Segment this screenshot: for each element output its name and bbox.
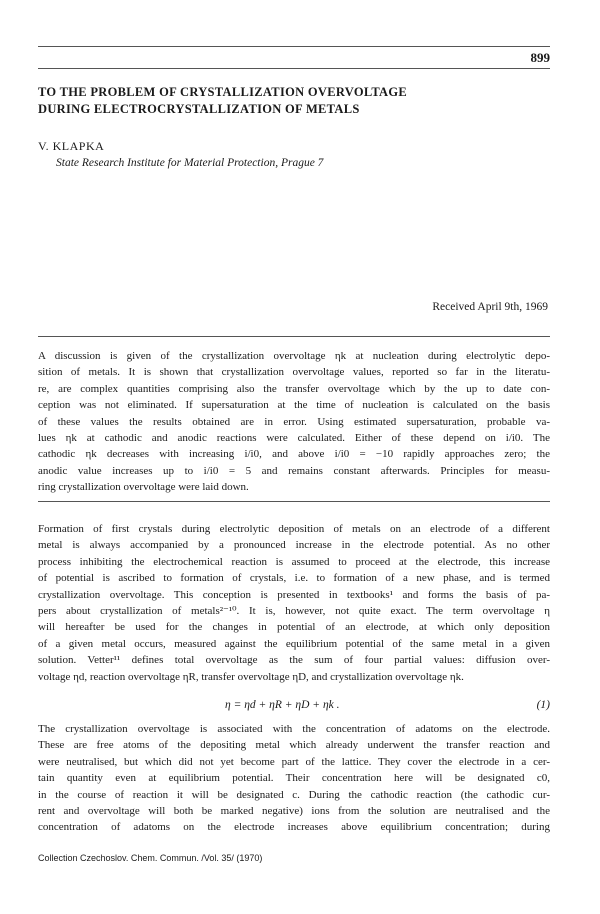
abstract-top-rule [38, 336, 550, 337]
body-line: in the course of reaction it will be designated c. During the cathodic reaction (the cathodic cur- [38, 788, 550, 801]
journal-citation: Collection Czechoslov. Chem. Commun. /Vol. 35/ (1970) [38, 853, 263, 863]
page-number: 899 [530, 50, 550, 65]
body-line: Formation of first crystals during electrolytic deposition of metals on an electrode of a different [38, 523, 550, 535]
author-affiliation: State Research Institute for Material Protection, Prague 7 [56, 157, 324, 169]
abstract-line: of these values the results obtained are in error. Using estimated supersaturation, probable va- [38, 415, 550, 428]
header-rule [38, 46, 550, 47]
body-line: process inhibiting the electrochemical reaction is assumed to proceed at the electrode, this increase [38, 555, 550, 568]
received-date: Received April 9th, 1969 [432, 301, 548, 313]
abstract-line: lues ηk at cathodic and anodic reactions were calculated. Either of these depend on i/i0. The [38, 432, 550, 445]
body-line: solution. Vetter¹¹ defines total overvoltage as the sum of four partial values: diffusion over- [38, 654, 550, 667]
intro-paragraph [38, 521, 550, 685]
body-line: of a given metal occurs, measured against the equilibrium potential of the same metal in a given [38, 637, 550, 650]
abstract [38, 348, 550, 496]
title-line: DURING ELECTROCRYSTALLIZATION OF METALS [38, 102, 360, 116]
abstract-line: re, are complex quantities comprising also the transfer overvoltage which by the up to date con- [38, 382, 550, 395]
body-line: tain quantity even at equilibrium potential. Their concentration here will be designated c0, [38, 772, 550, 785]
author-name: V. KLAPKA [38, 139, 105, 153]
header-rule-lower [38, 68, 550, 69]
body-line: of potential is ascribed to formation of crystals, i.e. to formation of a new phase, and is termed [38, 572, 550, 585]
body-line: These are free atoms of the depositing metal which already underwent the transfer reaction and [38, 739, 550, 752]
body-line: crystallization overvoltage. This conception is presented in textbooks¹ and forms the basis of pa- [38, 588, 550, 601]
article-title [38, 84, 558, 118]
abstract-line: ring crystallization overvoltage were laid down. [38, 481, 249, 494]
abstract-line: cathodic ηk decreases with increasing i/i0, and above i/i0 = −10 rapidly approaches zero; the [38, 448, 550, 461]
abstract-line: A discussion is given of the crystallization overvoltage ηk at nucleation during electrolytic depo- [38, 350, 550, 362]
equation-number: (1) [536, 699, 550, 711]
body-line: voltage ηd, reaction overvoltage ηR, transfer overvoltage ηD, and crystallization overvoltage ηk. [38, 670, 464, 683]
abstract-line: sition of metals. It is shown that crystallization overvoltage values, reported so far in the literatu- [38, 366, 550, 379]
body-paragraph [38, 721, 550, 836]
equation: η = ηd + ηR + ηD + ηk . [225, 699, 340, 711]
body-line: were neutralised, but which did not yet become part of the lattice. They cover the electrode in a cer- [38, 755, 550, 768]
body-line: The crystallization overvoltage is associated with the concentration of adatoms on the electrode. [38, 723, 550, 735]
body-line: metal is always accompanied by a pronounced increase in the electrode potential. As no other [38, 539, 550, 552]
body-line: pers about crystallization of metals²⁻¹⁰. It is, however, not quite exact. The term overvoltage η [38, 605, 550, 618]
abstract-line: anodic value increases up to i/i0 = 5 and remains constant afterwards. Principles for measu- [38, 464, 550, 477]
body-line: concentration of adatoms on the electrode increases above equilibrium concentration; during [38, 821, 550, 834]
body-line: will hereafter be used for the changes in potential of an electrode, at which only deposition [38, 621, 550, 634]
abstract-line: ception was not eliminated. If supersaturation at the time of nucleation is calculated on the basis [38, 399, 550, 412]
abstract-bottom-rule [38, 501, 550, 502]
title-line: TO THE PROBLEM OF CRYSTALLIZATION OVERVOLTAGE [38, 85, 408, 99]
body-line: rent and overvoltage will both be marked negative) ions from the solution are neutralised and the [38, 805, 550, 818]
